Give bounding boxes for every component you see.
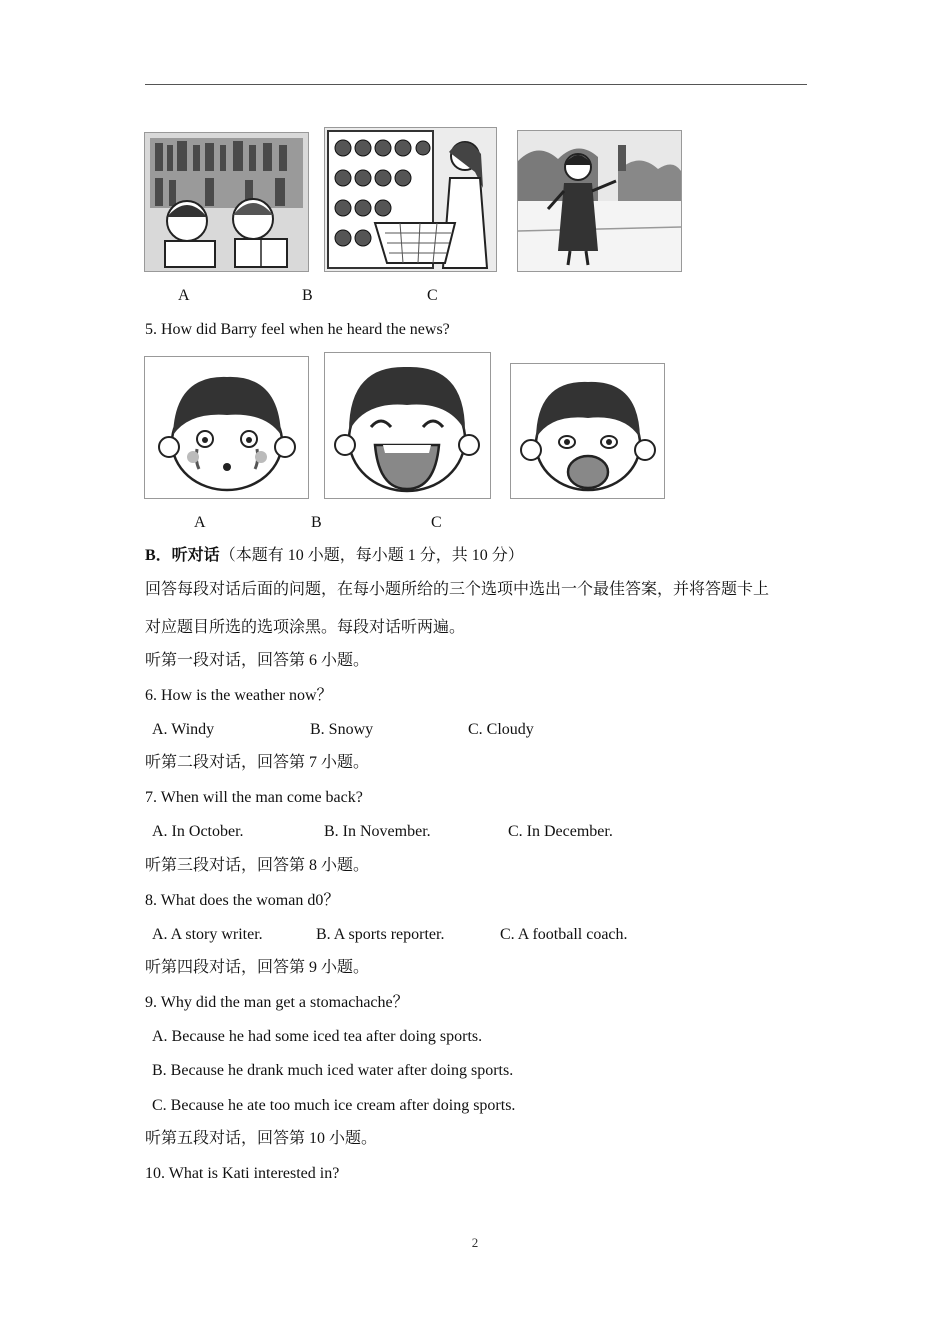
q7-option-a: A. In October.: [152, 823, 244, 840]
question-5: 5. How did Barry feel when he heard the news?: [145, 321, 450, 338]
section-b-note: （本题有 10 小题，每小题 1 分，共 10 分）: [219, 547, 524, 564]
picture-label-a: A: [178, 287, 190, 304]
dialog-2-intro: 听第二段对话，回答第 7 小题。: [145, 754, 370, 771]
q6-option-a: A. Windy: [152, 721, 215, 738]
face-label-c: C: [431, 514, 442, 531]
section-b-title: B．听对话: [145, 547, 220, 564]
q8-option-a: A. A story writer.: [152, 926, 263, 943]
q6-option-b: B. Snowy: [310, 721, 374, 738]
section-b-heading: [145, 546, 524, 566]
q9-option-c: C. Because he ate too much ice cream after doing sports.: [152, 1097, 516, 1114]
q8-option-c: C. A football coach.: [500, 926, 628, 943]
question-6: 6. How is the weather now？: [145, 687, 333, 704]
dialog-1-intro: 听第一段对话，回答第 6 小题。: [145, 652, 370, 669]
library-reading-icon: [144, 132, 309, 272]
header-rule: [145, 84, 807, 85]
q7-option-c: C. In December.: [508, 823, 613, 840]
question-8: 8. What does the woman d0？: [145, 892, 340, 909]
face-label-b: B: [311, 514, 322, 531]
section-b-instruction-line2: 对应题目所选的选项涂黑。每段对话听两遍。: [145, 619, 466, 636]
face-label-a: A: [194, 514, 206, 531]
section-b-instruction-line1: 回答每段对话后面的问题，在每小题所给的三个选项中选出一个最佳答案，并将答题卡上: [145, 581, 770, 598]
dialog-4-intro: 听第四段对话，回答第 9 小题。: [145, 959, 370, 976]
q9-option-b: B. Because he drank much iced water after doing sports.: [152, 1062, 514, 1079]
q9-option-a: A. Because he had some iced tea after doing sports.: [152, 1028, 483, 1045]
fruit-shop-icon: [324, 127, 497, 272]
page-number: 2: [471, 1235, 479, 1250]
laughing-face-icon: [324, 352, 491, 499]
surprised-face-icon: [510, 363, 665, 499]
question-9: 9. Why did the man get a stomachache？: [145, 994, 409, 1011]
picture-label-c: C: [427, 287, 438, 304]
q8-option-b: B. A sports reporter.: [316, 926, 445, 943]
crying-face-icon: [144, 356, 309, 499]
q6-option-c: C. Cloudy: [468, 721, 534, 738]
question-7: 7. When will the man come back?: [145, 789, 363, 806]
dialog-5-intro: 听第五段对话，回答第 10 小题。: [145, 1130, 378, 1147]
question-10: 10. What is Kati interested in?: [145, 1165, 340, 1182]
picture-label-b: B: [302, 287, 313, 304]
q7-option-b: B. In November.: [324, 823, 431, 840]
park-surprised-icon: [517, 130, 682, 272]
dialog-3-intro: 听第三段对话，回答第 8 小题。: [145, 857, 370, 874]
